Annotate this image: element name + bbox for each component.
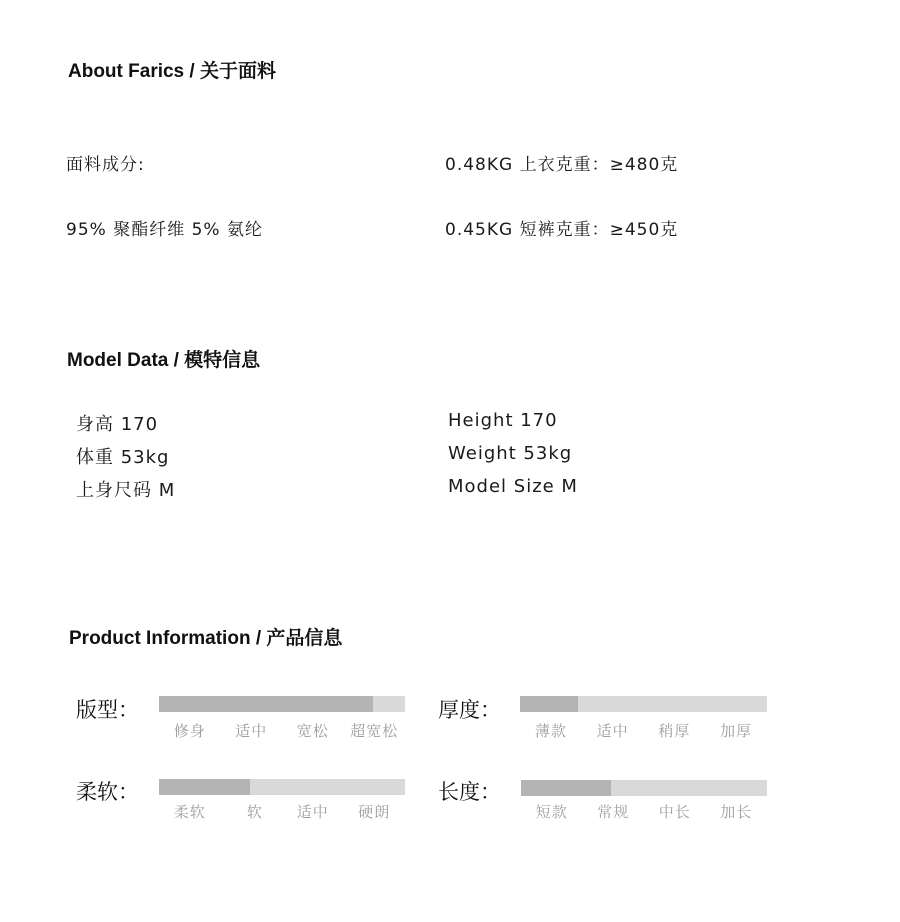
model-size-cn: 上身尺码 M [76,480,176,501]
tick-label: 短款 [535,803,568,821]
composition-value: 95% 聚酯纤维 5% 氨纶 [66,220,263,240]
shorts-weight: 0.45KG 短裤克重：≥450克 [445,220,679,240]
softness-label: 柔软： [76,780,139,804]
tick-label: 常规 [597,803,630,821]
tick-label: 中长 [658,803,691,821]
tick-label: 软 [246,803,263,821]
fit-label: 版型： [76,698,139,722]
tick-label: 柔软 [173,803,206,821]
tick-label: 加厚 [720,722,753,740]
softness-bar-fill [159,779,250,795]
model-height-cn: 身高 170 [76,414,159,435]
tick-label: 薄款 [534,722,567,740]
fit-bar-fill [159,696,373,712]
thickness-ticks [520,720,767,740]
length-label: 长度： [438,780,501,804]
length-ticks [521,801,767,821]
composition-label: 面料成分: [66,155,145,175]
tick-label: 适中 [596,722,629,740]
fabric-section-title: About Farics / 关于面料 [68,61,276,82]
tick-label: 加长 [720,803,753,821]
tick-label: 宽松 [296,722,329,740]
product-section-title: Product Information / 产品信息 [69,628,343,649]
thickness-bar-fill [520,696,578,712]
model-section-title: Model Data / 模特信息 [67,350,261,371]
length-bar-fill [521,780,611,796]
tick-label: 适中 [296,803,329,821]
model-weight-cn: 体重 53kg [76,447,170,468]
thickness-bar [520,696,767,712]
tick-label: 稍厚 [658,722,691,740]
top-weight: 0.48KG 上衣克重：≥480克 [445,155,679,175]
model-size-en: Model Size M [448,476,578,497]
tick-label: 超宽松 [350,722,399,740]
softness-ticks [159,801,405,821]
tick-label: 硬朗 [358,803,391,821]
fit-ticks [159,720,405,740]
model-height-en: Height 170 [448,410,558,431]
softness-bar [159,779,405,795]
length-bar [521,780,767,796]
tick-label: 适中 [235,722,268,740]
tick-label: 修身 [173,722,206,740]
thickness-label: 厚度： [438,698,501,722]
fit-bar [159,696,405,712]
model-weight-en: Weight 53kg [448,443,573,464]
